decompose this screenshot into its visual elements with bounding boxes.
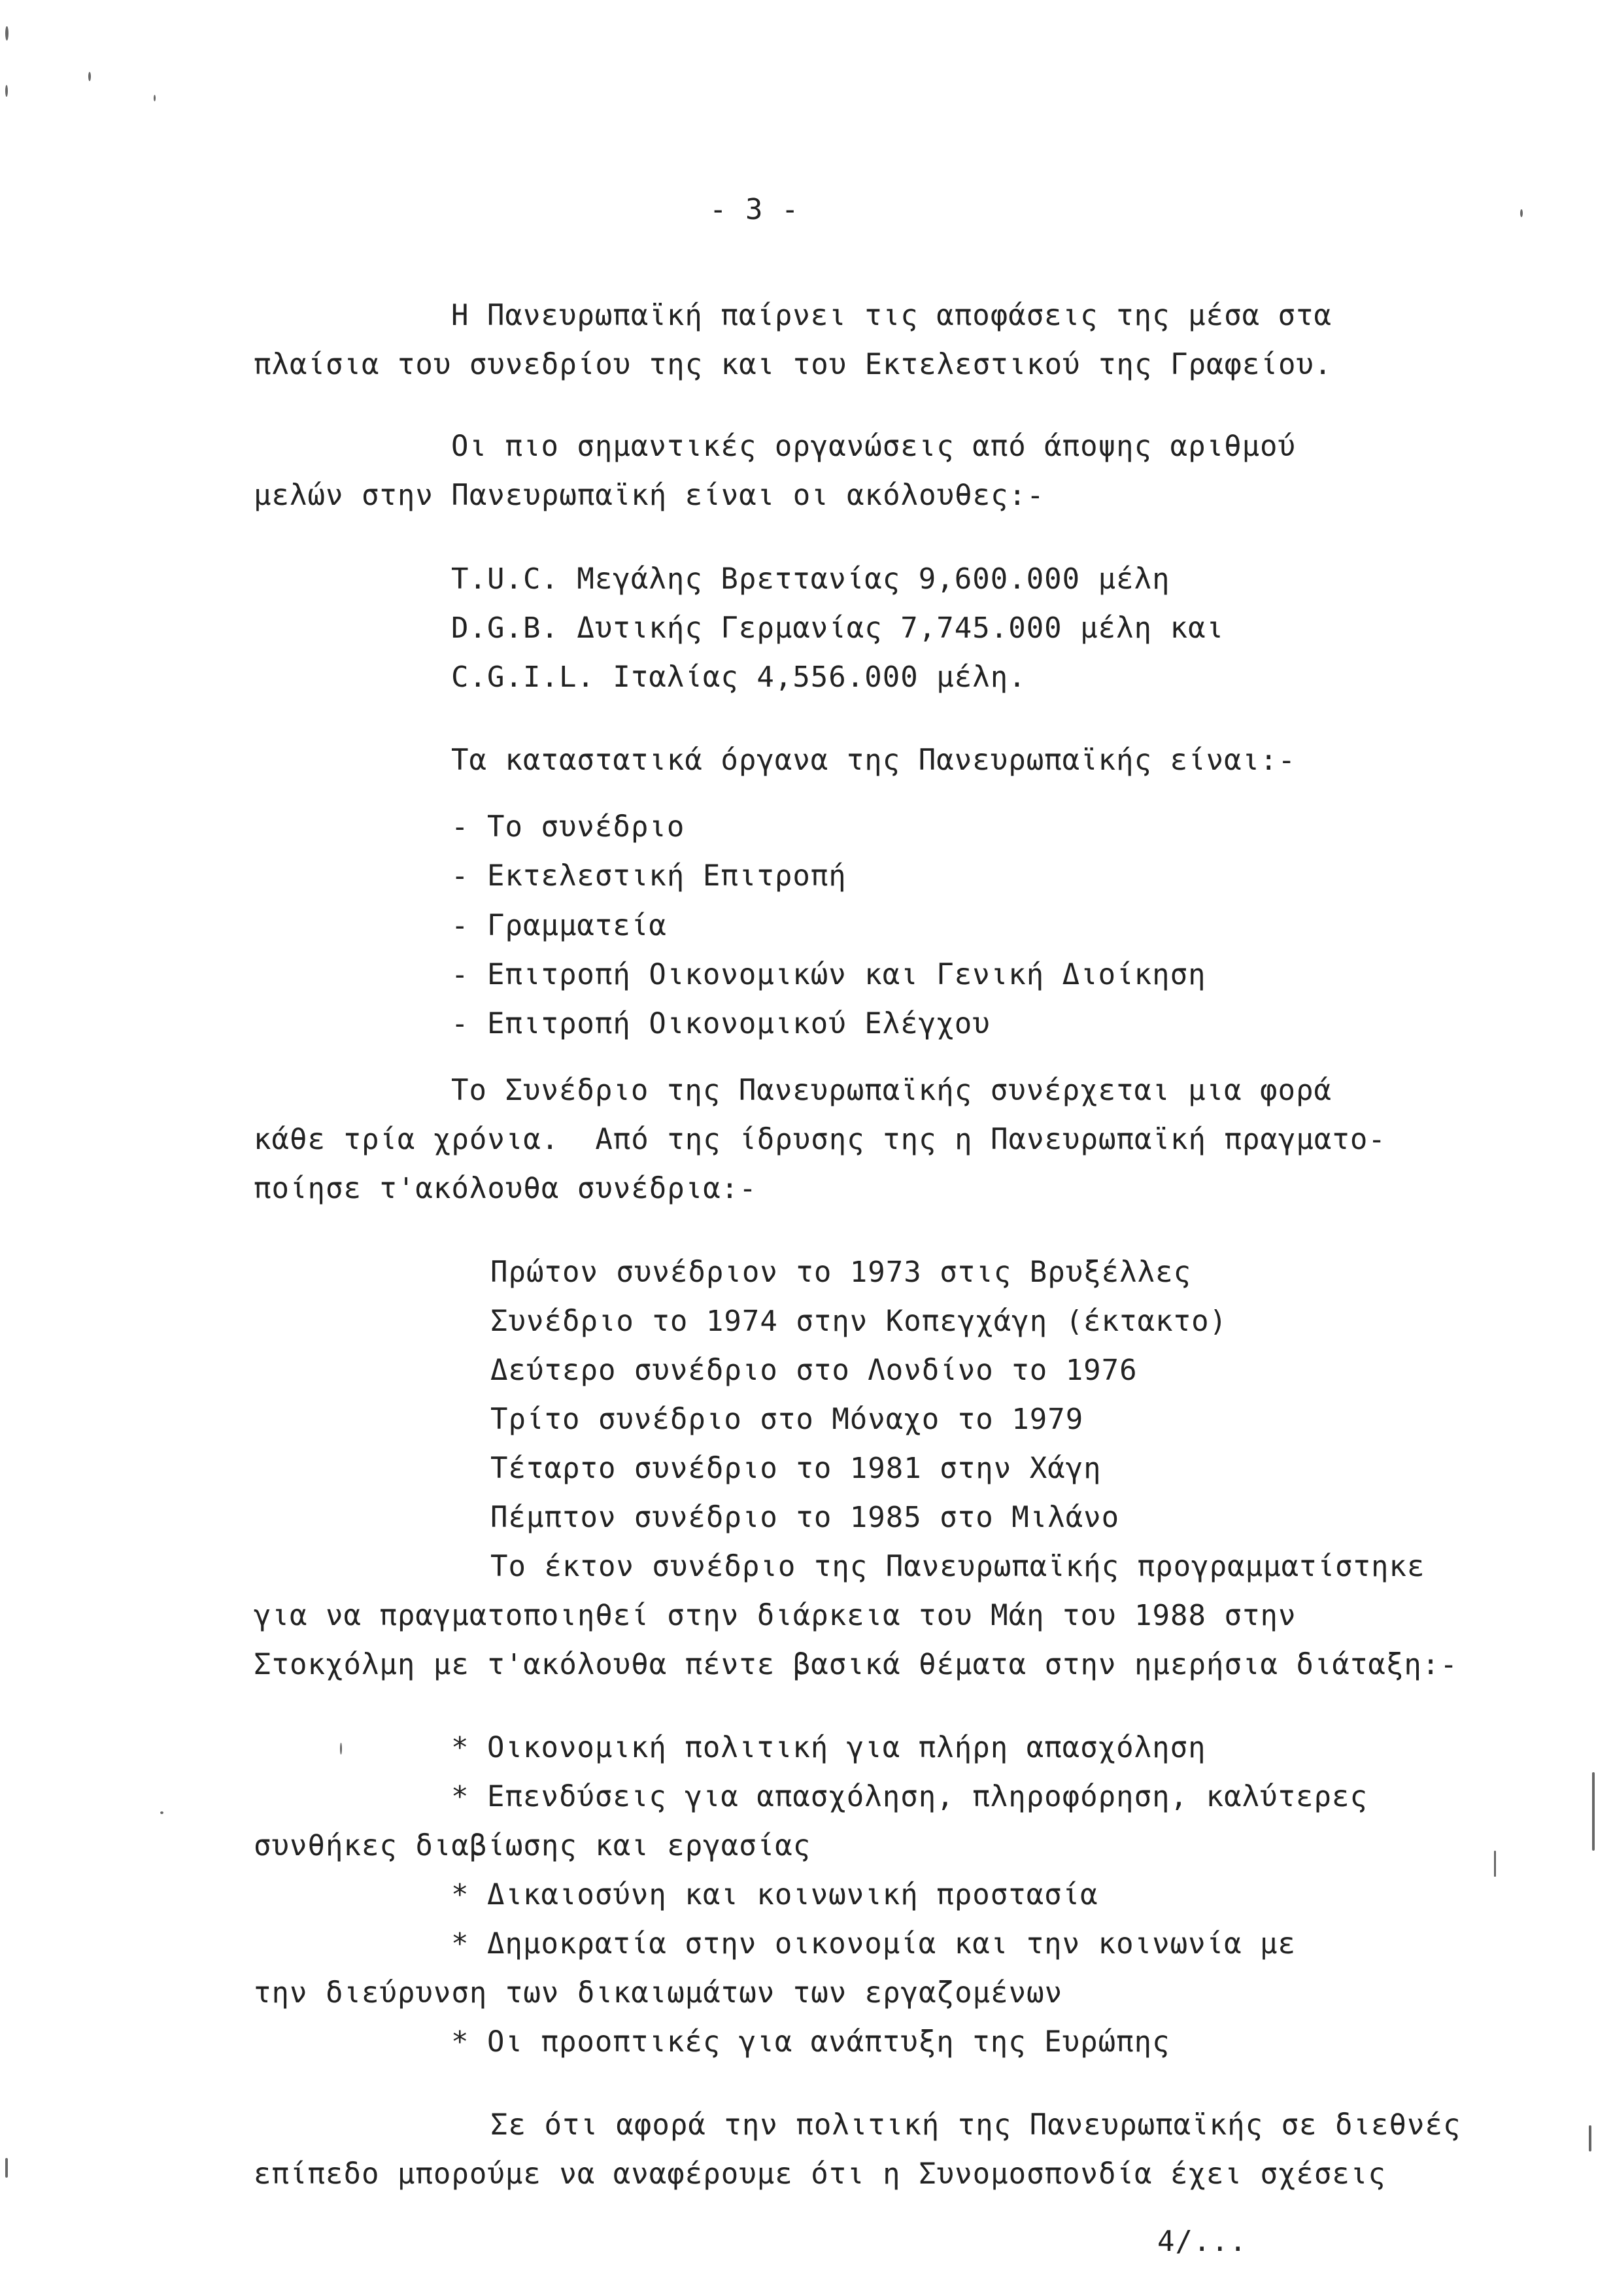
para5-line-2: επίπεδο μπορούμε να αναφέρουμε ότι η Συνομοσπονδία έχει σχέσεις (254, 2157, 1386, 2191)
scan-speck (1494, 1851, 1496, 1877)
scan-speck (340, 1743, 342, 1755)
topic-item: * Οι προοπτικές για ανάπτυξη της Ευρώπης (451, 2025, 1170, 2059)
organ-item: - Το συνέδριο (451, 810, 685, 844)
continuation-marker: 4/... (1157, 2225, 1248, 2258)
para3-line-3: ποίησε τ'ακόλουθα συνέδρια:- (254, 1172, 757, 1205)
scan-speck (5, 2158, 8, 2178)
congress-item: Πρώτον συνέδριον το 1973 στις Βρυξέλλες (490, 1256, 1192, 1289)
congress-item: Συνέδριο το 1974 στην Κοπεγχάγη (έκτακτο) (490, 1305, 1228, 1338)
topic-item: * Επενδύσεις για απασχόληση, πληροφόρηση, καλύτερες (451, 1780, 1368, 1813)
para5-line-1: Σε ότι αφορά την πολιτική της Πανευρωπαϊκής σε διεθνές (490, 2108, 1461, 2142)
scan-speck (1589, 2125, 1591, 2151)
organs-intro: Τα καταστατικά όργανα της Πανευρωπαϊκής είναι:- (451, 744, 1297, 777)
member-tuc: T.U.C. Μεγάλης Βρεττανίας 9,600.000 μέλη (451, 562, 1170, 596)
congress-item: Τέταρτο συνέδριο το 1981 στην Χάγη (490, 1452, 1102, 1485)
topic-continuation: συνθήκες διαβίωσης και εργασίας (254, 1829, 811, 1862)
para1-line-1: Η Πανευρωπαϊκή παίρνει τις αποφάσεις της μέσα στα (451, 299, 1333, 332)
organ-item: - Εκτελεστική Επιτροπή (451, 859, 847, 893)
scan-speck (1592, 1772, 1595, 1851)
para4-line-1: Το έκτον συνέδριο της Πανευρωπαϊκής προγραμματίστηκε (490, 1550, 1425, 1583)
para4-line-3: Στοκχόλμη με τ'ακόλουθα πέντε βασικά θέματα στην ημερήσια διάταξη:- (254, 1648, 1458, 1681)
member-cgil: C.G.I.L. Ιταλίας 4,556.000 μέλη. (451, 660, 1027, 694)
para1-line-2: πλαίσια του συνεδρίου της και του Εκτελεστικού της Γραφείου. (254, 348, 1333, 381)
scan-speck (88, 72, 91, 81)
para3-line-1: Το Συνέδριο της Πανευρωπαϊκής συνέρχεται μια φορά (451, 1074, 1333, 1107)
scan-speck (5, 85, 8, 97)
topic-item: * Δικαιοσύνη και κοινωνική προστασία (451, 1878, 1098, 1911)
congress-item: Τρίτο συνέδριο στο Μόναχο το 1979 (490, 1403, 1084, 1436)
scan-speck (160, 1811, 163, 1814)
para2-line-1: Οι πιο σημαντικές οργανώσεις από άποψης αριθμού (451, 430, 1297, 463)
congress-item: Δεύτερο συνέδριο στο Λονδίνο το 1976 (490, 1354, 1138, 1387)
organ-item: - Επιτροπή Οικονομικών και Γενική Διοίκηση (451, 958, 1206, 991)
page-number: - 3 - (709, 193, 800, 226)
organ-item: - Γραμματεία (451, 909, 667, 942)
member-dgb: D.G.B. Δυτικής Γερμανίας 7,745.000 μέλη και (451, 611, 1225, 645)
para3-line-2: κάθε τρία χρόνια. Από της ίδρυσης της η Πανευρωπαϊκή πραγματο- (254, 1123, 1386, 1156)
para2-line-2: μελών στην Πανευρωπαϊκή είναι οι ακόλουθες:- (254, 479, 1045, 512)
congress-item: Πέμπτον συνέδριο το 1985 στο Μιλάνο (490, 1501, 1120, 1534)
topic-continuation: την διεύρυνση των δικαιωμάτων των εργαζομένων (254, 1976, 1063, 2010)
scan-speck (1520, 209, 1523, 217)
organ-item: - Επιτροπή Οικονομικού Ελέγχου (451, 1007, 991, 1040)
scan-speck (154, 95, 156, 101)
topic-item: * Οικονομική πολιτική για πλήρη απασχόληση (451, 1731, 1206, 1764)
para4-line-2: για να πραγματοποιηθεί στην διάρκεια του Μάη του 1988 στην (254, 1599, 1297, 1632)
scan-speck (5, 26, 8, 41)
topic-item: * Δημοκρατία στην οικονομία και την κοινωνία με (451, 1927, 1297, 1961)
